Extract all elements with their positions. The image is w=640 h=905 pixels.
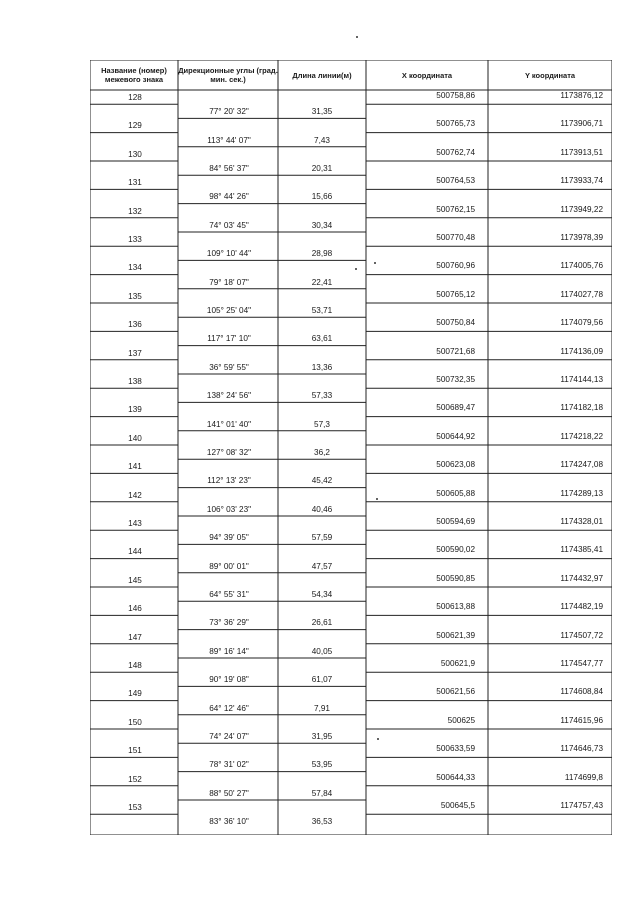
point-name: 133 — [128, 235, 142, 244]
y-coordinate: 1174432,97 — [560, 573, 603, 583]
direction-angle: 79° 18' 07" — [209, 277, 249, 287]
point-name: 135 — [128, 291, 142, 301]
x-coordinate: 500762,15 — [436, 204, 475, 214]
x-coordinate: 500645,5 — [440, 801, 475, 810]
header-x-coordinate: X координата — [401, 70, 453, 80]
y-coordinate: 1173949,22 — [560, 204, 603, 214]
y-coordinate: 1174328,01 — [560, 517, 603, 526]
y-coordinate: 1174079,56 — [560, 318, 603, 328]
x-coordinate: 500721,68 — [436, 346, 475, 356]
header-point-name: Название (номер) межевого знака — [101, 66, 167, 84]
header-y-coordinate: Y координата — [524, 70, 576, 80]
y-coordinate: 1174247,08 — [560, 460, 603, 470]
point-name: 141 — [128, 462, 142, 472]
direction-angle: 106° 03' 23" — [206, 504, 252, 514]
scan-speck — [374, 262, 376, 264]
coordinates-table — [90, 60, 612, 835]
point-name: 149 — [128, 689, 142, 699]
x-coordinate: 500765,73 — [436, 119, 475, 129]
line-length: 61,07 — [311, 675, 333, 685]
y-coordinate: 1173913,51 — [560, 147, 603, 157]
direction-angle: 36° 59' 55" — [209, 362, 249, 372]
direction-angle: 89° 00' 01" — [209, 561, 249, 571]
y-coordinate: 1174005,76 — [560, 261, 603, 271]
direction-angle: 127° 08' 32" — [206, 448, 252, 457]
point-name: 130 — [128, 149, 142, 159]
x-coordinate: 500590,85 — [436, 573, 475, 583]
x-coordinate: 500621,56 — [436, 687, 475, 697]
x-coordinate: 500605,88 — [436, 488, 475, 498]
x-coordinate: 500732,35 — [436, 375, 475, 384]
line-length: 31,35 — [311, 107, 333, 117]
point-name: 129 — [128, 121, 142, 131]
line-length: 13,36 — [311, 362, 333, 372]
point-name: 139 — [128, 405, 142, 415]
x-coordinate: 500633,59 — [436, 744, 475, 754]
line-length: 7,43 — [314, 135, 330, 145]
point-name: 147 — [128, 632, 142, 642]
x-coordinate: 500770,48 — [436, 233, 475, 242]
point-name: 137 — [128, 348, 142, 358]
direction-angle: 113° 44' 07" — [207, 135, 251, 145]
direction-angle: 73° 36' 29" — [209, 618, 249, 628]
point-name: 132 — [128, 206, 142, 216]
point-name: 144 — [128, 547, 142, 557]
direction-angle: 83° 36' 10" — [209, 817, 249, 827]
y-coordinate: 1174608,84 — [560, 687, 603, 697]
line-length: 45,42 — [311, 476, 333, 486]
x-coordinate: 500621,39 — [436, 630, 475, 640]
y-coordinate: 1174482,19 — [560, 602, 603, 612]
line-length: 57,59 — [311, 533, 333, 543]
point-name: 136 — [128, 320, 142, 330]
point-name: 138 — [128, 377, 142, 386]
direction-angle: 117° 17' 10" — [207, 334, 251, 344]
line-length: 30,34 — [311, 220, 333, 230]
point-name: 143 — [128, 519, 142, 528]
x-coordinate: 500590,02 — [436, 545, 475, 555]
line-length: 26,61 — [311, 618, 333, 628]
x-coordinate: 500762,74 — [436, 147, 475, 157]
direction-angle: 84° 56' 37" — [209, 164, 249, 173]
direction-angle: 64° 55' 31" — [209, 590, 249, 599]
direction-angle: 64° 12' 46" — [209, 703, 249, 713]
x-coordinate: 500758,86 — [436, 91, 475, 100]
line-length: 63,61 — [311, 334, 333, 344]
line-length: 20,31 — [311, 164, 333, 173]
point-name: 134 — [128, 263, 142, 273]
header-line-length: Длина линии(м) — [292, 70, 352, 80]
line-length: 57,84 — [311, 788, 333, 798]
point-name: 150 — [128, 717, 142, 727]
y-coordinate: 1173978,39 — [560, 233, 603, 242]
point-name: 151 — [128, 746, 142, 756]
direction-angle: 112° 13' 23" — [207, 476, 251, 486]
line-length: 15,66 — [311, 192, 333, 202]
line-length: 36,53 — [311, 817, 333, 827]
direction-angle: 77° 20' 32" — [209, 107, 249, 117]
scan-speck — [377, 738, 379, 740]
direction-angle: 141° 01' 40" — [206, 419, 252, 429]
x-coordinate: 500764,53 — [436, 176, 475, 186]
direction-angle: 98° 44' 26" — [209, 192, 249, 202]
y-coordinate: 1174699,8 — [564, 772, 603, 782]
line-length: 22,41 — [311, 277, 333, 287]
line-length: 53,95 — [311, 760, 333, 770]
direction-angle: 105° 25' 04" — [206, 306, 252, 315]
point-name: 140 — [128, 433, 142, 443]
y-coordinate: 1174547,77 — [560, 659, 603, 668]
y-coordinate: 1174757,43 — [560, 801, 603, 810]
y-coordinate: 1174144,13 — [560, 375, 603, 384]
point-name: 146 — [128, 604, 142, 614]
x-coordinate: 500625 — [447, 715, 475, 725]
point-name: 152 — [128, 774, 142, 784]
x-coordinate: 500689,47 — [436, 403, 475, 413]
point-name: 145 — [128, 575, 142, 585]
scan-speck — [355, 268, 357, 270]
line-length: 36,2 — [314, 448, 330, 457]
y-coordinate: 1173933,74 — [560, 176, 603, 186]
direction-angle: 109° 10' 44" — [206, 249, 252, 259]
line-length: 57,33 — [311, 391, 333, 401]
line-length: 40,46 — [311, 504, 333, 514]
x-coordinate: 500750,84 — [436, 318, 475, 328]
x-coordinate: 500644,92 — [436, 431, 475, 441]
point-name: 128 — [128, 93, 142, 102]
line-length: 54,34 — [311, 590, 333, 599]
line-length: 57,3 — [314, 419, 330, 429]
line-length: 28,98 — [311, 249, 333, 259]
scan-speck — [356, 36, 358, 38]
direction-angle: 94° 39' 05" — [209, 533, 249, 543]
line-length: 53,71 — [311, 306, 333, 315]
line-length: 7,91 — [314, 703, 330, 713]
direction-angle: 78° 31' 02" — [209, 760, 249, 770]
x-coordinate: 500760,96 — [436, 261, 475, 271]
direction-angle: 88° 50' 27" — [209, 788, 249, 798]
x-coordinate: 500765,12 — [436, 289, 475, 299]
y-coordinate: 1174218,22 — [560, 431, 603, 441]
point-name: 148 — [128, 661, 142, 670]
point-name: 153 — [128, 803, 142, 812]
line-length: 31,95 — [311, 732, 333, 741]
y-coordinate: 1174182,18 — [560, 403, 603, 413]
direction-angle: 89° 16' 14" — [209, 646, 249, 656]
point-name: 142 — [128, 490, 142, 500]
direction-angle: 74° 03' 45" — [209, 220, 249, 230]
line-length: 47,57 — [311, 561, 333, 571]
y-coordinate: 1173906,71 — [560, 119, 603, 129]
y-coordinate: 1173876,12 — [560, 91, 603, 100]
y-coordinate: 1174385,41 — [560, 545, 603, 555]
y-coordinate: 1174646,73 — [560, 744, 603, 754]
x-coordinate: 500613,88 — [436, 602, 475, 612]
x-coordinate: 500621,9 — [440, 659, 475, 668]
y-coordinate: 1174027,78 — [560, 289, 603, 299]
y-coordinate: 1174507,72 — [560, 630, 603, 640]
direction-angle: 90° 19' 08" — [209, 675, 249, 685]
direction-angle: 74° 24' 07" — [209, 732, 249, 741]
direction-angle: 138° 24' 56" — [206, 391, 252, 401]
y-coordinate: 1174136,09 — [560, 346, 603, 356]
x-coordinate: 500594,69 — [436, 517, 475, 526]
line-length: 40,05 — [311, 646, 333, 656]
header-direction-angle: Дирекционные углы (град. мин. сек.) — [178, 66, 278, 84]
x-coordinate: 500623,08 — [436, 460, 475, 470]
y-coordinate: 1174289,13 — [560, 488, 603, 498]
y-coordinate: 1174615,96 — [560, 715, 603, 725]
scan-speck — [376, 498, 378, 500]
point-name: 131 — [128, 178, 142, 188]
x-coordinate: 500644,33 — [436, 772, 475, 782]
